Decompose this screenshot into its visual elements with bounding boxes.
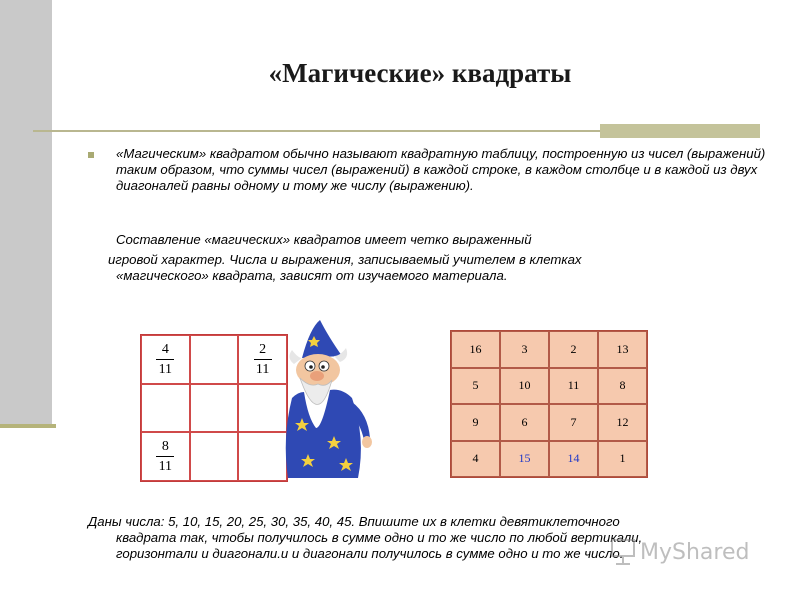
fraction-magic-square — [140, 334, 288, 482]
fraction-bar — [156, 456, 174, 457]
fraction-numerator: 8 — [161, 439, 169, 455]
number-magic-square — [450, 330, 648, 478]
grid-cell: 4 — [451, 441, 500, 478]
bullet-square-icon — [88, 152, 94, 158]
fraction-denominator: 11 — [255, 361, 270, 377]
fraction-denominator: 11 — [158, 459, 173, 475]
title-divider-accent — [600, 124, 760, 138]
grid-cell — [190, 335, 239, 384]
grid-cell: 10 — [500, 368, 549, 405]
grid-cell: 2 — [549, 331, 598, 368]
grid-cell-highlighted: 15 — [500, 441, 549, 478]
grid-cell: 6 — [500, 404, 549, 441]
grid-cell: 5 — [451, 368, 500, 405]
grid-cell: 11 — [549, 368, 598, 405]
fraction-numerator: 2 — [259, 341, 267, 357]
fraction — [254, 342, 272, 377]
grid-cell-highlighted: 14 — [549, 441, 598, 478]
note-line-3: «магического» квадрата, зависят от изучаемого материала. — [116, 268, 508, 283]
grid-cell: 16 — [451, 331, 500, 368]
fraction-bar — [156, 359, 174, 360]
slide-title: «Магические» квадраты — [268, 58, 572, 88]
task-line-1: Даны числа: 5, 10, 15, 20, 25, 30, 35, 40, 45. Впишите их в клетки девятиклеточного — [88, 514, 620, 529]
grid-cell: 8 — [598, 368, 647, 405]
fraction — [156, 342, 174, 377]
left-decor-line — [0, 424, 56, 428]
fraction-numerator: 4 — [161, 341, 169, 357]
definition-text: «Магическим» квадратом обычно называют квадратную таблицу, построенную из чисел (выражений) таким образом, что суммы чисел (выражений) в каждой строке, в каждом столбце и в каждой из двух диагоналей равны одному и тому же числу (выражению). — [116, 146, 766, 193]
fraction — [156, 439, 174, 474]
grid-cell: 9 — [451, 404, 500, 441]
note-line-1: Составление «магических» квадратов имеет четко выраженный — [116, 232, 532, 247]
wizard-illustration — [272, 318, 376, 486]
task-line-2: квадрата так, чтобы получилось в сумме одно и то же число по любой вертикали, — [116, 530, 643, 545]
grid-cell — [141, 384, 190, 433]
grid-cell — [141, 432, 190, 481]
fraction-bar — [254, 359, 272, 360]
grid-cell: 12 — [598, 404, 647, 441]
watermark-text: MyShared — [640, 539, 750, 565]
grid-cell — [190, 432, 239, 481]
grid-cell: 13 — [598, 331, 647, 368]
grid-cell: 1 — [598, 441, 647, 478]
presentation-icon — [610, 538, 636, 566]
grid-cell: 7 — [549, 404, 598, 441]
grid-cell — [190, 384, 239, 433]
task-line-3: горизонтали и диагонали.и и диагонали получилось в сумме одно и то же число. — [116, 546, 624, 561]
grid-cell: 3 — [500, 331, 549, 368]
grid-cell — [141, 335, 190, 384]
watermark — [610, 536, 749, 568]
note-line-2: игровой характер. Числа и выражения, записываемый учителем в клетках — [108, 252, 582, 267]
fraction-denominator: 11 — [158, 361, 173, 377]
